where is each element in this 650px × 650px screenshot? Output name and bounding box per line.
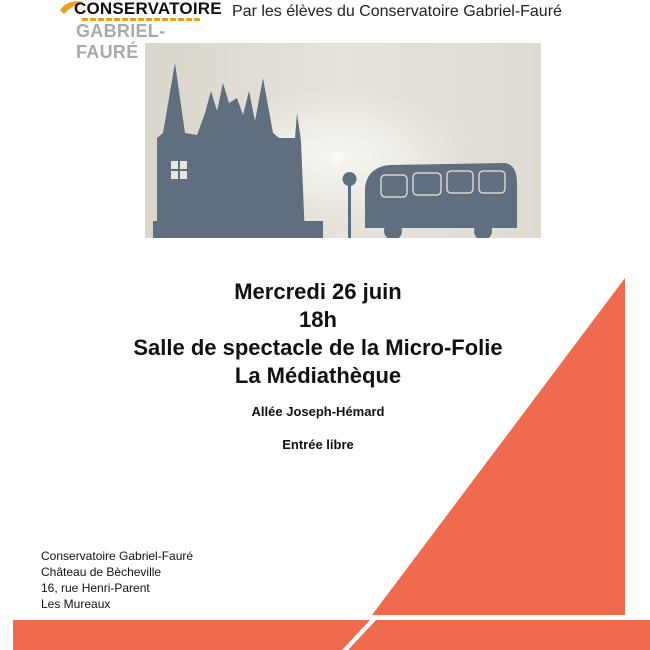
event-date: Mercredi 26 juin [234,279,402,304]
address-line: Conservatoire Gabriel-Fauré [41,549,194,563]
event-entry: Entrée libre [282,437,354,452]
header-subtitle: Par les élèves du Conservatoire Gabriel-Fauré [232,3,562,20]
conservatoire-logo [60,0,222,62]
address-line: Château de Bècheville [41,565,162,579]
logo-text-conservatoire: CONSERVATOIRE [74,0,222,18]
shadow-theatre-photo [145,43,541,238]
conservatoire-address [41,548,193,612]
address-line: 16, rue Henri-Parent [41,581,150,595]
event-place: La Médiathèque [234,363,402,388]
event-time: 18h [299,307,337,332]
event-details [0,278,636,452]
event-street: Allée Joseph-Hémard [251,404,385,419]
event-venue: Salle de spectacle de la Micro-Folie [133,335,503,360]
logo-text-gabriel-faure: GABRIEL-FAURÉ [76,21,166,62]
address-line: Les Mureaux [41,597,111,611]
